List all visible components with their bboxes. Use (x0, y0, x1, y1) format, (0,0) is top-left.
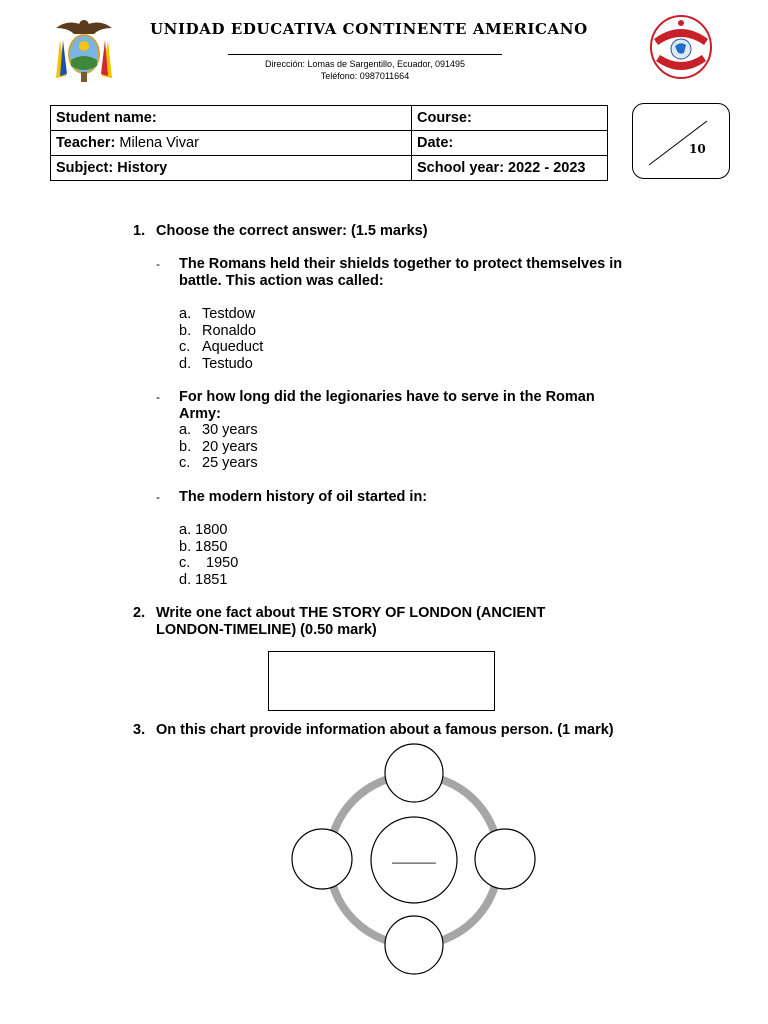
grade-total: 10 (689, 142, 706, 156)
school-address (200, 58, 530, 82)
question-1b-stem: For how long did the legionaries have to serve in the Roman Army: (179, 389, 595, 422)
answer-option[interactable]: d. 1851 (179, 571, 228, 588)
school-emblem-logo (648, 13, 714, 81)
answer-option[interactable]: b. 1850 (179, 538, 228, 555)
question-1-number: 1. (133, 223, 146, 239)
top-circle[interactable] (385, 744, 443, 802)
question-3-text: On this chart provide information about a famous person. (1 mark) (156, 722, 614, 738)
bullet-dash: - (156, 490, 160, 504)
question-1c-stem: The modern history of oil started in: (179, 489, 428, 505)
option-list (179, 522, 238, 588)
student-info-table (50, 105, 608, 181)
right-circle[interactable] (475, 829, 535, 889)
grade-box[interactable] (632, 103, 730, 179)
student-name-cell[interactable]: Student name: (51, 106, 412, 131)
answer-option[interactable]: b. 20 years (179, 438, 258, 455)
answer-option[interactable]: a. 1800 (179, 522, 228, 538)
question-1-text: Choose the correct answer: (1.5 marks) (156, 223, 428, 239)
option-list (179, 422, 258, 472)
answer-option[interactable]: a. Testdow (179, 306, 256, 322)
answer-option[interactable]: c. Aqueduct (179, 339, 264, 355)
table-row (51, 106, 608, 131)
answer-option[interactable]: c. 25 years (179, 455, 258, 471)
teacher-cell (51, 131, 412, 156)
famous-person-chart (280, 740, 550, 980)
address-line: Dirección: Lomas de Sargentillo, Ecuador, 091495 (264, 59, 466, 69)
teacher-label: Teacher: (56, 135, 116, 151)
bottom-circle[interactable] (385, 916, 443, 974)
answer-box[interactable] (268, 651, 495, 711)
phone-line: Teléfono: 0987011664 (320, 71, 410, 81)
answer-option[interactable]: d. Testudo (179, 355, 253, 372)
question-2-text: Write one fact about THE STORY OF LONDON (ANCIENT LONDON-TIMELINE) (0.50 mark) (156, 605, 546, 638)
question-1a-stem: The Romans held their shields together to protect themselves in battle. This action was called: (179, 256, 623, 289)
question-3-number: 3. (133, 722, 146, 738)
left-circle[interactable] (292, 829, 352, 889)
bullet-dash: - (156, 390, 160, 404)
school-year-cell: School year: 2022 - 2023 (412, 156, 608, 181)
bullet-dash: - (156, 257, 160, 271)
header-underline (228, 54, 502, 55)
school-name: UNIDAD EDUCATIVA CONTINENTE AMERICANO (150, 20, 588, 38)
center-blank: ______ (392, 849, 436, 864)
question-2-number: 2. (133, 605, 146, 621)
course-cell[interactable]: Course: (412, 106, 608, 131)
table-row (51, 156, 608, 181)
teacher-name: Milena Vivar (119, 135, 199, 151)
answer-option[interactable]: c. 1950 (179, 555, 239, 571)
subject-cell: Subject: History (51, 156, 412, 181)
coat-of-arms-logo (54, 14, 114, 84)
option-list (179, 306, 263, 372)
date-cell[interactable]: Date: (412, 131, 608, 156)
answer-option[interactable]: a. 30 years (179, 422, 258, 438)
answer-option[interactable]: b. Ronaldo (179, 322, 257, 339)
grade-slash (633, 104, 729, 178)
table-row (51, 131, 608, 156)
